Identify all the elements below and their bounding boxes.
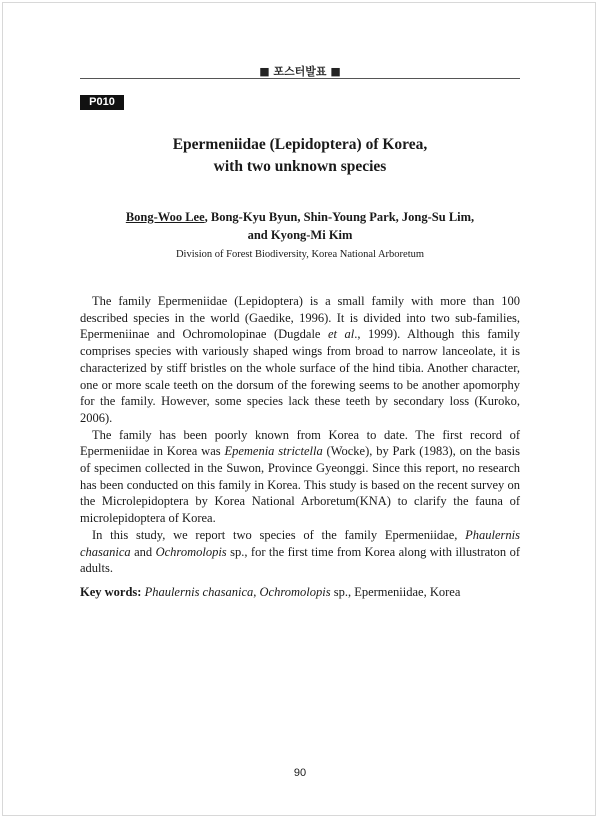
affiliation: Division of Forest Biodiversity, Korea National Arboretum [175,249,425,260]
paragraph-text: The family Epermeniidae (Lepidoptera) is a small family with more than 100 described species in the world (Gaedike, 1996). It is divided into two sub-families, Epermeniinae and Ochromolopinae (Dugdale [80,294,520,342]
abstract-paragraph-3 [80,527,520,577]
paragraph-text: sp., for the first time from Korea along with illustraton of adults. [80,544,520,576]
species-name: Phaulernis chasanica [80,527,520,559]
keyword-rest: sp., Epermeniidae, Korea [330,585,461,599]
title-line-2: with two unknown species [213,158,387,175]
authors-line-2: and Kyong-Mi Kim [247,228,353,242]
author-list [80,208,520,244]
species-name: Ochromolopis [155,544,227,559]
keyword-genus: Ochromolopis [259,585,331,599]
abstract-paragraph-1 [80,293,520,427]
paragraph-text: ., 1999). Although this family comprises species with variously shaped wings from broad to narrow lanceolate, it is characterized by stiff bristles on the whole surface of the hind tibia. Another character, one or more scale teeth on the dorsum of the forewing seems to be another apomorphy for the family. However, some species lack these teeth by secondary loss (Kuroko, 2006). [80,327,521,425]
abstract-paragraph-2 [80,427,520,527]
paragraph-text: The family has been poorly known from Korea to date. The first record of Epermeniidae in Korea was [80,427,520,459]
paragraph-text: and [130,544,156,559]
page-number: 90 [293,767,307,779]
paragraph-text: In this study, we report two species of the family Epermeniidae, [92,527,466,542]
keywords [80,584,520,600]
keyword-species-1: Phaulernis chasanica [144,585,254,599]
authors-line-1 [80,208,520,226]
abstract-body [80,293,520,577]
paper-title [80,134,520,178]
species-name: Epemenia strictella [224,444,323,459]
header-divider [80,78,520,79]
co-authors: , Bong-Kyu Byun, Shin-Young Park, Jong-Su Lim, [204,210,475,224]
keyword-separator: , [253,585,260,599]
section-header: ■ 포스터발표 ■ [259,65,341,78]
italic-text: et al [327,327,355,342]
title-line-1: Epermeniidae (Lepidoptera) of Korea, [172,136,428,153]
poster-code-badge: P010 [80,95,124,110]
paragraph-text: (Wocke), by Park (1983), on the basis of specimen collected in the Suwon, Province Gyeonggi. Since this report, no research has been conducted on this family in Korea. This study is based on the recent survey on the Microlepidoptera by Korea National Arboretum(KNA) to clarify the fauna of microlepidoptera of Korea. [80,444,521,526]
keywords-label: Key words: [80,585,142,599]
presenting-author: Bong-Woo Lee [125,210,205,224]
